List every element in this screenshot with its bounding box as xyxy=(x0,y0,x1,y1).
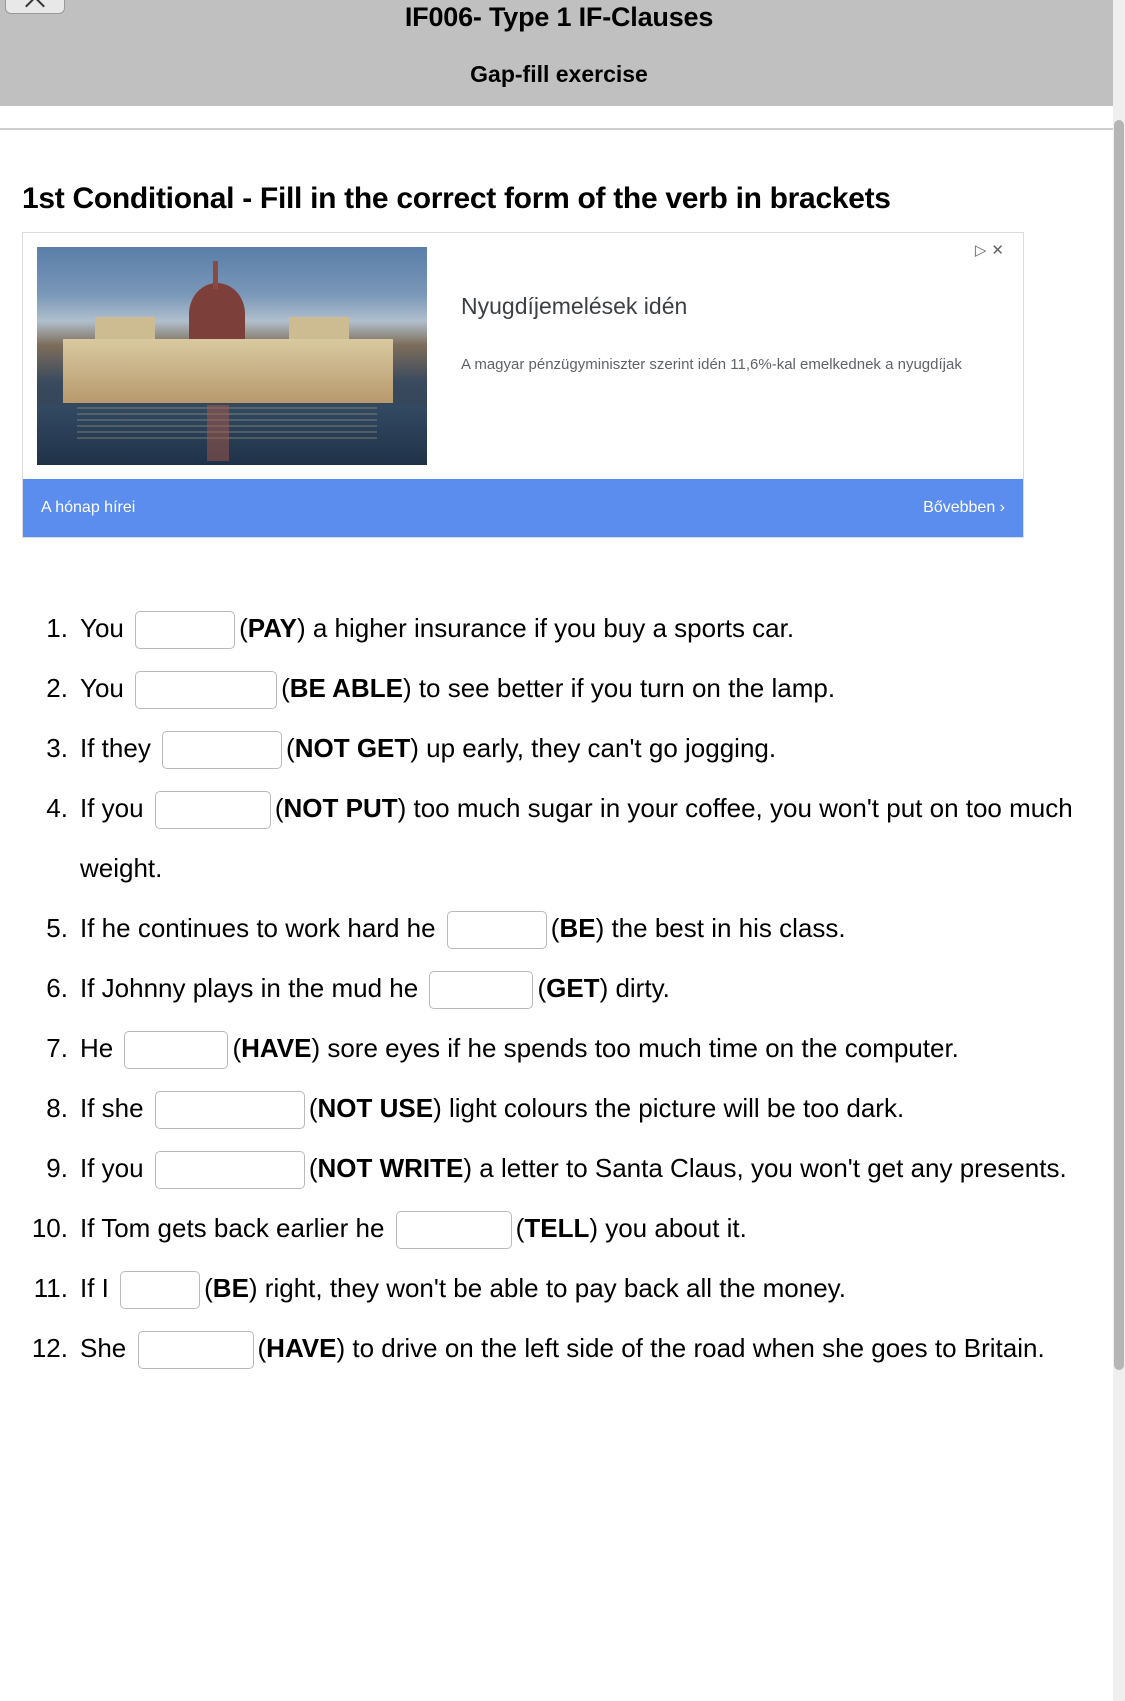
ad-description: A magyar pénzügyminiszter szerint idén 11,6%-kal emelkednek a nyugdíjak xyxy=(461,356,962,373)
answer-input[interactable] xyxy=(155,1151,305,1189)
question-text-after: ) to see better if you turn on the lamp. xyxy=(402,673,836,703)
verb-prompt: TELL xyxy=(524,1213,590,1243)
question-item xyxy=(80,658,1100,718)
answer-input[interactable] xyxy=(396,1211,512,1249)
question-text-before: If you xyxy=(80,1153,151,1183)
question-text-before: If you xyxy=(80,793,151,823)
question-text-before: If I xyxy=(80,1273,117,1303)
verb-prompt: BE ABLE xyxy=(289,673,403,703)
verb-paren-open: ( xyxy=(308,1153,318,1183)
verb-paren-open: ( xyxy=(286,733,295,763)
question-item xyxy=(80,898,1100,958)
question-text-before: If Tom gets back earlier he xyxy=(80,1213,392,1243)
verb-prompt: GET xyxy=(546,973,600,1003)
verb-paren-open: ( xyxy=(257,1333,267,1363)
header-divider xyxy=(0,106,1118,130)
chevron-right-icon: › xyxy=(999,499,1005,516)
question-item xyxy=(80,718,1100,778)
question-item xyxy=(80,1018,1100,1078)
verb-prompt: HAVE xyxy=(241,1033,312,1063)
verb-paren-open: ( xyxy=(537,973,547,1003)
question-text-before: If they xyxy=(80,733,159,763)
page-title: IF006- Type 1 IF-Clauses xyxy=(404,2,714,32)
question-item xyxy=(80,778,1100,898)
answer-input[interactable] xyxy=(135,671,277,709)
question-item xyxy=(80,958,1100,1018)
question-text-before: If she xyxy=(80,1093,151,1123)
answer-input[interactable] xyxy=(429,971,533,1009)
verb-paren-open: ( xyxy=(550,913,560,943)
verb-paren-open: ( xyxy=(204,1273,213,1303)
verb-prompt: BE xyxy=(559,913,596,943)
ad-choices-icon[interactable]: ▷✕ xyxy=(974,242,1009,259)
verb-prompt: NOT USE xyxy=(317,1093,434,1123)
verb-paren-open: ( xyxy=(274,793,284,823)
question-text-before: He xyxy=(80,1033,121,1063)
verb-prompt: HAVE xyxy=(266,1333,337,1363)
question-text-after: ) the best in his class. xyxy=(595,913,846,943)
verb-paren-open: ( xyxy=(281,673,290,703)
question-item xyxy=(80,1258,1100,1318)
question-text-after: ) dirty. xyxy=(599,973,670,1003)
question-text-after: ) up early, they can't go jogging. xyxy=(410,733,777,763)
question-text-after: ) sore eyes if he spends too much time on the computer. xyxy=(311,1033,959,1063)
exercise-title: 1st Conditional - Fill in the correct form of the verb in brackets xyxy=(22,182,891,215)
exercise-header xyxy=(0,0,1118,106)
question-text-after: ) a letter to Santa Claus, you won't get any presents. xyxy=(463,1153,1067,1183)
question-text-before: You xyxy=(80,673,132,703)
question-item xyxy=(80,1318,1100,1378)
verb-prompt: BE xyxy=(212,1273,249,1303)
verb-paren-open: ( xyxy=(308,1093,318,1123)
ad-cta-left-label: A hónap hírei xyxy=(41,499,136,516)
ad-headline: Nyugdíjemelések idén xyxy=(461,293,688,319)
answer-input[interactable] xyxy=(135,611,235,649)
scrollbar-track[interactable] xyxy=(1113,0,1125,1701)
answer-input[interactable] xyxy=(447,911,547,949)
question-text-before: She xyxy=(80,1333,134,1363)
ad-cta-more-text: Bővebben xyxy=(923,499,996,516)
question-text-before: If Johnny plays in the mud he xyxy=(80,973,426,1003)
verb-prompt: NOT PUT xyxy=(283,793,398,823)
question-item xyxy=(80,1138,1100,1198)
ad-body xyxy=(23,233,1023,479)
verb-paren-open: ( xyxy=(515,1213,525,1243)
question-text-after: ) light colours the picture will be too dark. xyxy=(433,1093,905,1123)
answer-input[interactable] xyxy=(124,1031,228,1069)
ad-text xyxy=(427,247,1009,465)
chevron-up-icon[interactable] xyxy=(5,0,65,14)
question-text-before: If he continues to work hard he xyxy=(80,913,443,943)
question-text-after: ) a higher insurance if you buy a sports car. xyxy=(296,613,795,643)
verb-prompt: NOT GET xyxy=(294,733,411,763)
ad-cta-bar[interactable] xyxy=(23,479,1023,537)
verb-prompt: NOT WRITE xyxy=(317,1153,464,1183)
verb-paren-open: ( xyxy=(232,1033,242,1063)
question-item xyxy=(80,598,1100,658)
page-subtitle: Gap-fill exercise xyxy=(470,61,648,87)
answer-input[interactable] xyxy=(138,1331,254,1369)
ad-cta-right-label[interactable] xyxy=(923,499,1005,517)
advertisement[interactable] xyxy=(22,232,1024,538)
answer-input[interactable] xyxy=(155,791,271,829)
question-text-after: ) too much sugar in your coffee, you won't put on too much weight. xyxy=(80,793,1073,883)
question-text-after: ) you about it. xyxy=(589,1213,747,1243)
question-text-before: You xyxy=(80,613,132,643)
answer-input[interactable] xyxy=(162,731,282,769)
answer-input[interactable] xyxy=(120,1271,200,1309)
ad-image xyxy=(37,247,427,465)
answer-input[interactable] xyxy=(155,1091,305,1129)
verb-prompt: PAY xyxy=(247,613,297,643)
question-item xyxy=(80,1078,1100,1138)
question-item xyxy=(80,1198,1100,1258)
question-text-after: ) to drive on the left side of the road when she goes to Britain. xyxy=(336,1333,1045,1363)
scrollbar-thumb[interactable] xyxy=(1114,120,1124,1370)
verb-paren-open: ( xyxy=(239,613,248,643)
main-content xyxy=(0,182,1118,1378)
question-list xyxy=(18,598,1100,1378)
question-text-after: ) right, they won't be able to pay back all the money. xyxy=(248,1273,846,1303)
